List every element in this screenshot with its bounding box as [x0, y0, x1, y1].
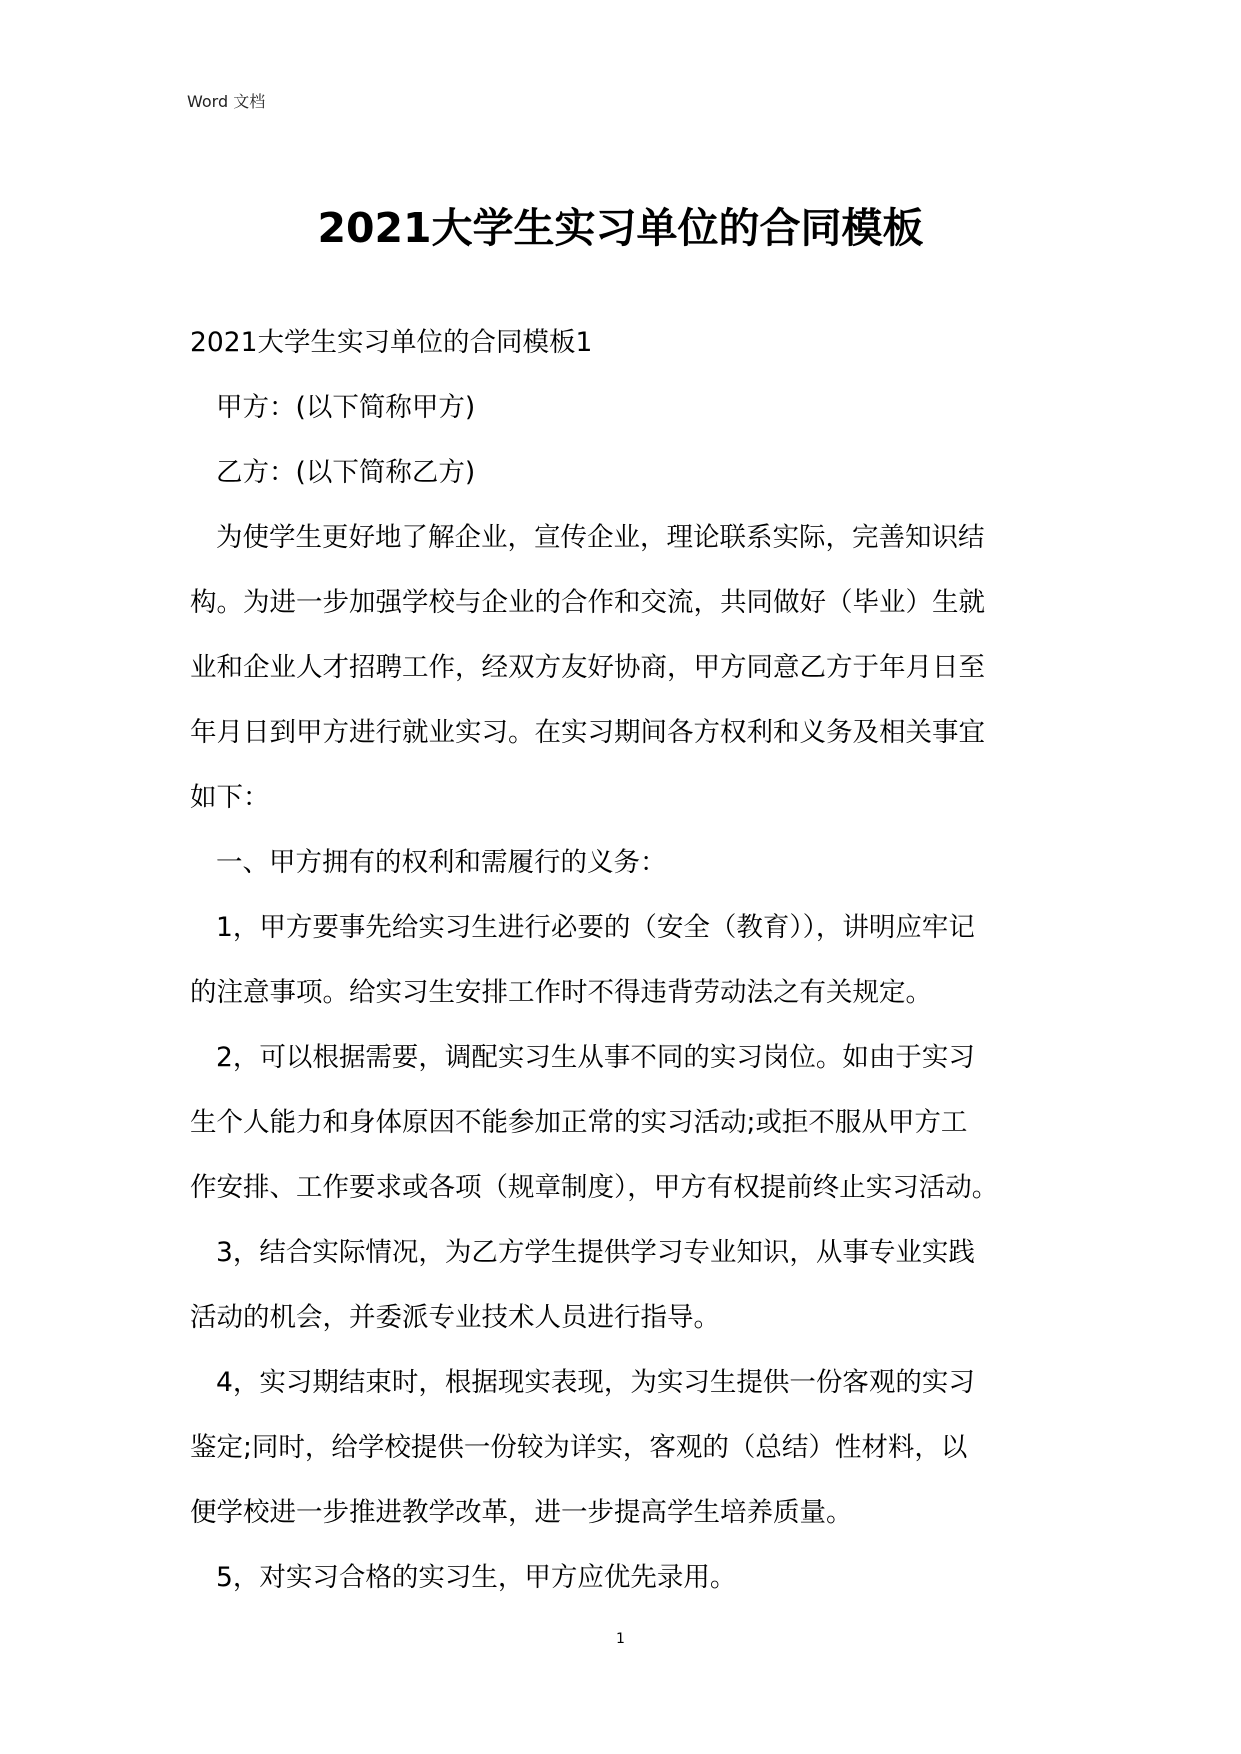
clause-line: 1，甲方要事先给实习生进行必要的（安全（教育）），讲明应牢记 [216, 912, 975, 943]
paragraph-line: 为使学生更好地了解企业，宣传企业，理论联系实际，完善知识结 [216, 522, 985, 553]
clause-line: 便学校进一步推进教学改革，进一步提高学生培养质量。 [190, 1497, 853, 1528]
header-label: Word 文档 [187, 92, 266, 111]
paragraph-line: 如下： [190, 782, 270, 813]
section-heading: 2021大学生实习单位的合同模板1 [190, 327, 593, 358]
clause-line: 4，实习期结束时，根据现实表现，为实习生提供一份客观的实习 [216, 1367, 975, 1398]
page-number: 1 [616, 1631, 625, 1647]
paragraph-line: 构。为进一步加强学校与企业的合作和交流，共同做好（毕业）生就 [190, 587, 985, 618]
clause-line: 作安排、工作要求或各项（规章制度），甲方有权提前终止实习活动。 [190, 1172, 999, 1203]
clause-line: 3，结合实际情况，为乙方学生提供学习专业知识，从事专业实践 [216, 1237, 975, 1268]
clause-line: 生个人能力和身体原因不能参加正常的实习活动;或拒不服从甲方工 [190, 1107, 968, 1138]
paragraph-line: 年月日到甲方进行就业实习。在实习期间各方权利和义务及相关事宜 [190, 717, 985, 748]
clause-line: 活动的机会，并委派专业技术人员进行指导。 [190, 1302, 720, 1333]
clause-heading: 一、甲方拥有的权利和需履行的义务： [216, 847, 667, 878]
clause-line: 的注意事项。给实习生安排工作时不得违背劳动法之有关规定。 [190, 977, 932, 1008]
clause-line: 2，可以根据需要，调配实习生从事不同的实习岗位。如由于实习 [216, 1042, 975, 1073]
party-a-line: 甲方：(以下简称甲方) [216, 392, 476, 423]
paragraph-line: 业和企业人才招聘工作，经双方友好协商，甲方同意乙方于年月日至 [190, 652, 985, 683]
party-b-line: 乙方：(以下简称乙方) [216, 457, 476, 488]
clause-line: 鉴定;同时，给学校提供一份较为详实，客观的（总结）性材料，以 [190, 1432, 968, 1463]
clause-line: 5，对实习合格的实习生，甲方应优先录用。 [216, 1562, 737, 1593]
document-body [190, 310, 1070, 1610]
document-title: 2021大学生实习单位的合同模板 [317, 204, 924, 252]
